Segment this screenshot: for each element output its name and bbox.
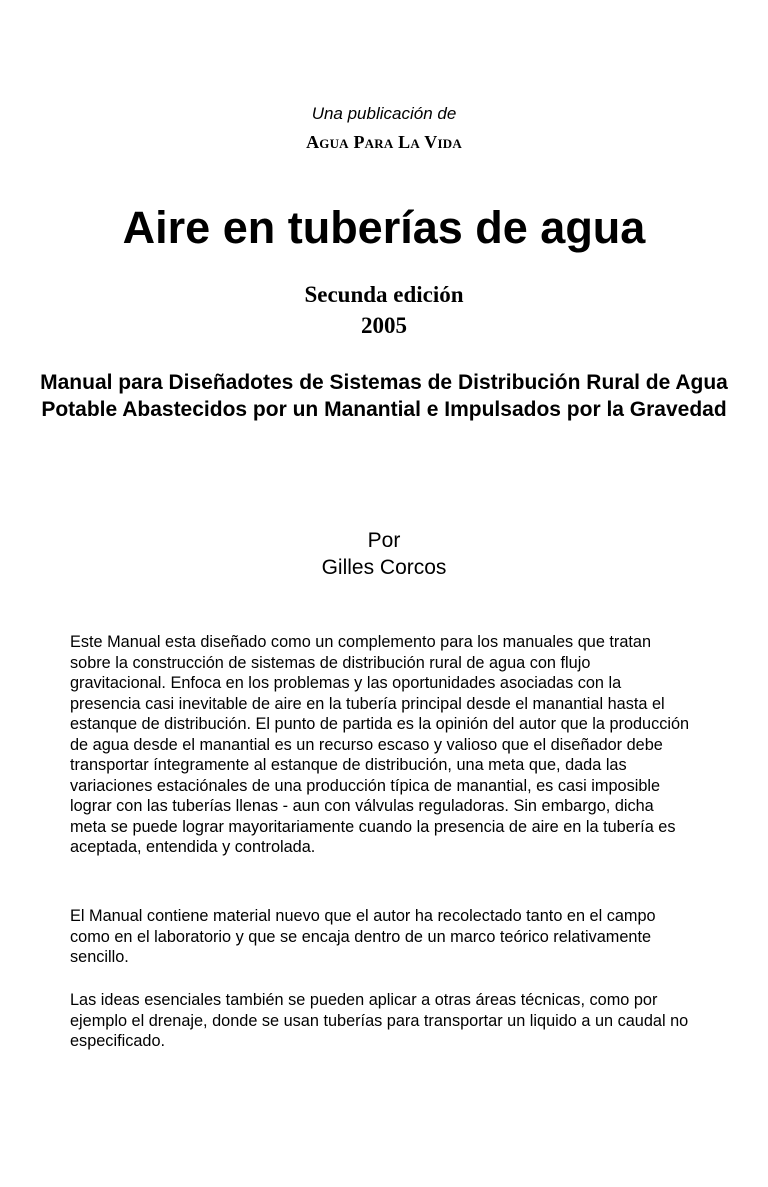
document-title: Aire en tuberías de agua bbox=[122, 202, 646, 253]
publication-line: Una publicación de bbox=[311, 104, 457, 123]
byline-by: Por bbox=[367, 529, 401, 552]
organization-name: Agua Para La Vida bbox=[306, 132, 462, 152]
abstract-paragraph-2 bbox=[70, 906, 690, 968]
abstract-paragraph-1 bbox=[70, 632, 690, 858]
byline-author: Gilles Corcos bbox=[321, 556, 447, 579]
paragraph-text: El Manual contiene material nuevo que el autor ha recolectado tanto en el campo como en el laboratorio y que se encaja dentro de un marco teórico relativamente sencillo. bbox=[70, 907, 656, 966]
edition-year: 2005 bbox=[361, 313, 407, 338]
paragraph-text: Este Manual esta diseñado como un complemento para los manuales que tratan sobre la construcción de sistemas de distribución rural de agua con flujo gravitacional. Enfoca en los problemas y las oportunidades asociadas con la presencia casi inevitable de aire en la tubería principal desde el manantial hasta el estanque de distribución. El punto de partida es la opinión del autor que la producción de agua desde el manantial es un recurso escaso y valioso que el diseñador debe transportar íntegramente al estanque de distribución, una meta que, dada las variaciones estaciónales de una producción típica de manantial, es casi imposible lograr con las tuberías llenas - aun con válvulas reguladoras. Sin embargo, dicha meta se puede lograr mayoritariamente cuando la presencia de aire en la tubería es aceptada, entendida y controlada. bbox=[70, 633, 690, 856]
edition-label: Secunda edición bbox=[304, 282, 464, 307]
paragraph-text: Las ideas esenciales también se pueden aplicar a otras áreas técnicas, como por ejemplo el drenaje, donde se usan tuberías para transportar un liquido a un caudal no especificado. bbox=[70, 991, 689, 1050]
abstract-paragraph-3 bbox=[70, 990, 690, 1052]
document-subtitle: Manual para Diseñadotes de Sistemas de Distribución Rural de Agua Potable Abastecidos por un Manantial e Impulsados por la Gravedad bbox=[40, 371, 728, 421]
